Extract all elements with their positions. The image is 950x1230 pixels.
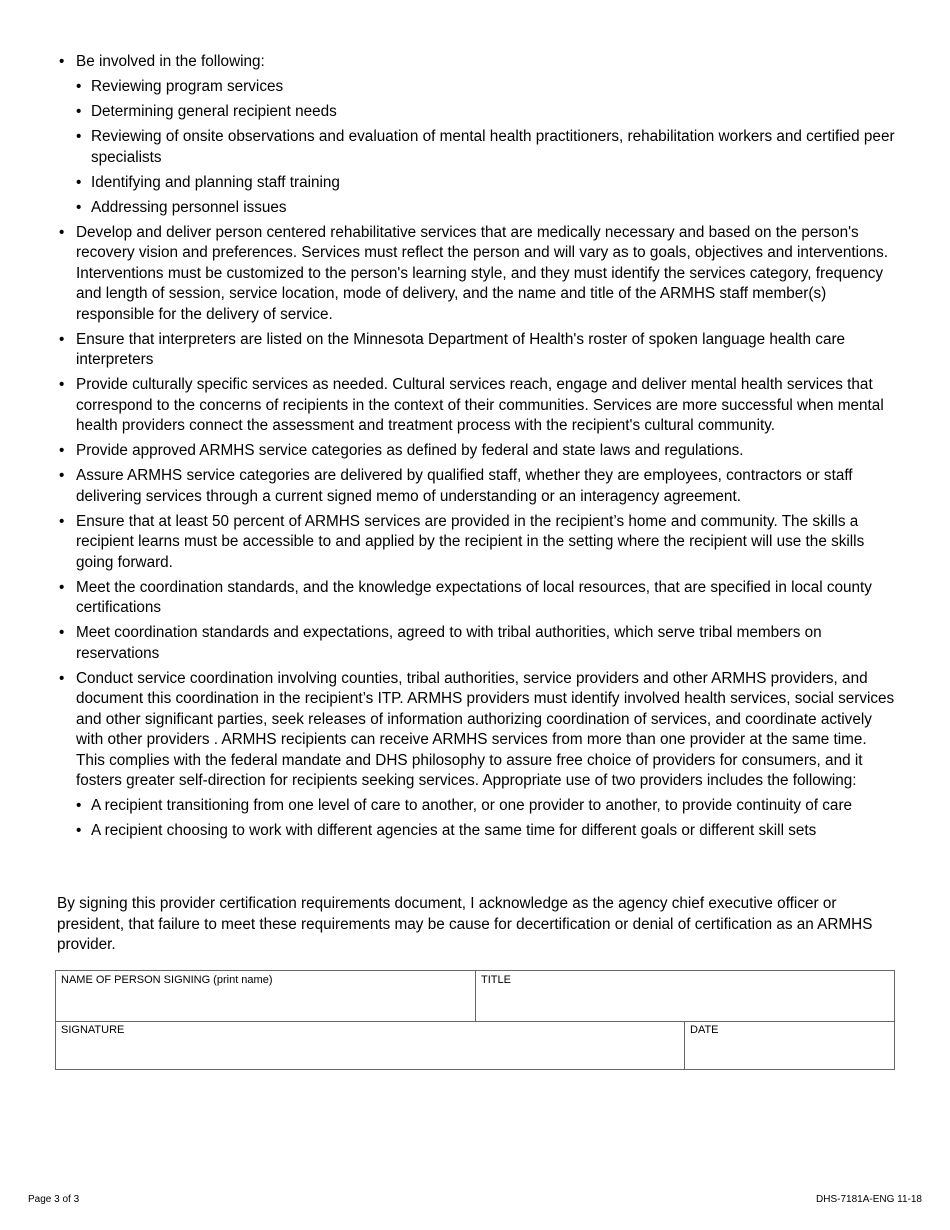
signature-field[interactable] [56,1021,685,1069]
page-number: Page 3 of 3 [28,1194,80,1205]
requirement-text: Conduct service coordination involving counties, tribal authorities, service providers and other ARMHS providers, and document this coordination in the recipient’s ITP. ARMHS providers must identify involved health services, social services and other significant parties, seek releases of information authorizing coordination of services, and coordinate actively with other providers . ARMHS recipients can receive ARMHS services from more than one provider at the same time. This complies with the federal mandate and DHS philosophy to assure free choice of providers for consumers, and it fosters greater self-direction for recipients seeking services. Appropriate use of two providers includes the following: [76,669,895,789]
signature-row-signature-date [56,1021,894,1069]
requirement-subitem: • A recipient transitioning from one level of care to another, or one provider to another, to provide continuity of care [76,796,897,817]
date-field[interactable] [685,1021,894,1069]
requirement-item: • Ensure that at least 50 percent of ARMHS services are provided in the recipient’s home and community. The skills a recipient learns must be accessible to and applied by the recipient in the setting where the recipient will use the skills going forward. [57,512,897,574]
requirement-item: • Develop and deliver person centered rehabilitative services that are medically necessary and based on the person's recovery vision and preferences. Services must reflect the person and will vary as to goals, objectives and interventions. Interventions must be customized to the person's learning style, and they must identify the services category, frequency and length of session, service location, mode of delivery, and the name and title of the ARMHS staff member(s) responsible for the delivery of service. [57,223,897,326]
requirement-text: Be involved in the following: [76,53,265,70]
title-field[interactable] [476,971,894,1021]
requirement-item: • Meet the coordination standards, and the knowledge expectations of local resources, that are specified in local county certifications [57,578,897,619]
signature-field-label: SIGNATURE [61,1024,125,1036]
signature-block [55,970,895,1070]
requirement-sublist [76,796,897,842]
requirement-item [57,52,897,218]
form-id: DHS-7181A-ENG 11-18 [816,1194,922,1205]
requirements-content [57,52,897,846]
requirement-subitem: • Identifying and planning staff training [76,173,897,194]
requirements-list [57,52,897,842]
requirement-item: • Meet coordination standards and expectations, agreed to with tribal authorities, which serve tribal members on reservations [57,623,897,664]
name-field-label: NAME OF PERSON SIGNING (print name) [61,974,273,986]
requirement-subitem: • Addressing personnel issues [76,198,897,219]
date-field-label: DATE [690,1024,719,1036]
requirement-item: • Assure ARMHS service categories are delivered by qualified staff, whether they are employees, contractors or staff delivering services through a current signed memo of understanding or an interagency agreement. [57,466,897,507]
title-field-label: TITLE [481,974,511,986]
requirement-subitem: • Reviewing of onsite observations and evaluation of mental health practitioners, rehabilitation workers and certified peer specialists [76,127,897,168]
requirement-subitem: • Reviewing program services [76,77,897,98]
requirement-item: • Provide culturally specific services as needed. Cultural services reach, engage and deliver mental health services that correspond to the concerns of recipients in the context of their communities. Services are more successful when mental health providers connect the assessment and treatment process with the recipient's cultural community. [57,375,897,437]
requirement-sublist [76,77,897,218]
requirement-item: • Ensure that interpreters are listed on the Minnesota Department of Health's roster of spoken language health care interpreters [57,330,897,371]
signature-row-name-title [56,971,894,1022]
requirement-subitem: • Determining general recipient needs [76,102,897,123]
requirement-item [57,669,897,842]
requirement-item: • Provide approved ARMHS service categories as defined by federal and state laws and regulations. [57,441,897,462]
requirement-subitem: • A recipient choosing to work with different agencies at the same time for different goals or different skill sets [76,821,897,842]
name-field[interactable] [56,971,476,1021]
acknowledgement-text: By signing this provider certification requirements document, I acknowledge as the agency chief executive officer or president, that failure to meet these requirements may be cause for decertification or denial of certification as an ARMHS provider. [57,895,873,953]
